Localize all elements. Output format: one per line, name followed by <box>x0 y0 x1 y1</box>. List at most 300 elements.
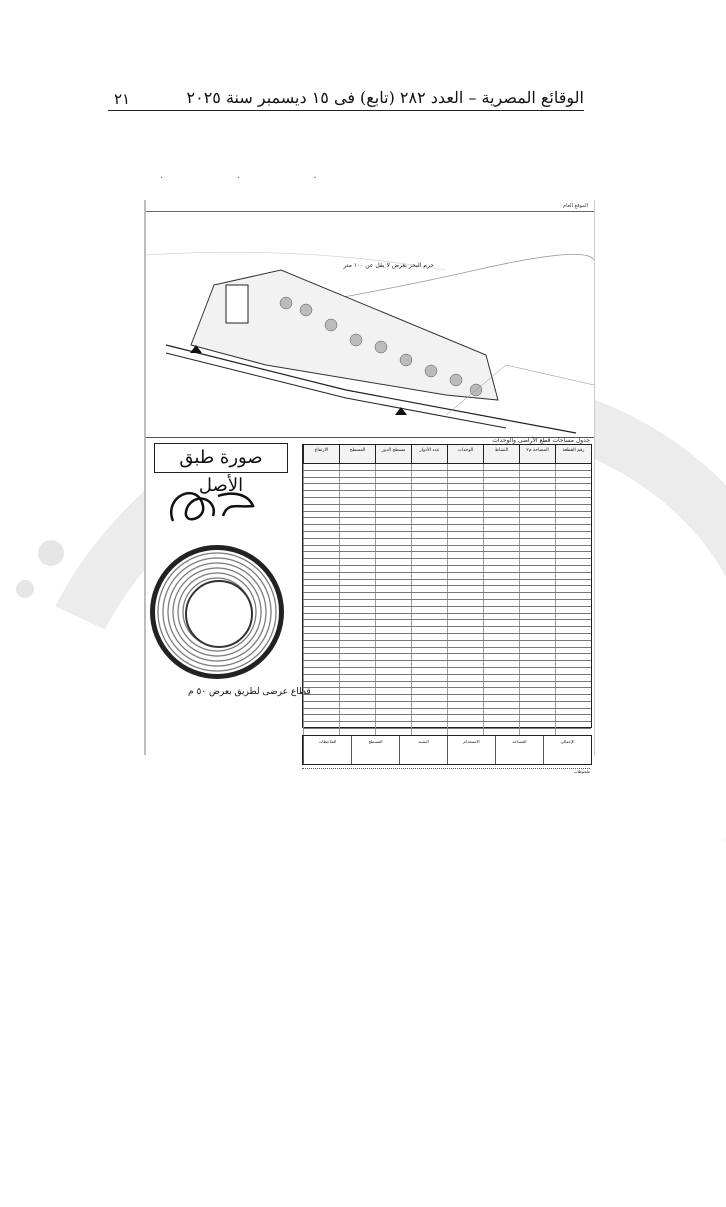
table-cell <box>375 600 411 606</box>
table-cell <box>375 654 411 660</box>
table-cell <box>519 593 555 599</box>
table-cell <box>447 518 483 524</box>
table-cell <box>519 546 555 552</box>
table-row <box>303 559 591 566</box>
page-header <box>108 82 584 111</box>
table-cell <box>519 709 555 715</box>
table-cell <box>555 648 591 654</box>
table-cell <box>303 491 339 497</box>
divider <box>146 211 594 212</box>
table-cell <box>303 505 339 511</box>
table-cell <box>483 607 519 613</box>
table-cell <box>411 702 447 708</box>
table-cell <box>375 518 411 524</box>
table-cell <box>303 668 339 674</box>
table-cell <box>519 484 555 490</box>
table-cell <box>375 627 411 633</box>
table-row <box>303 695 591 702</box>
table-cell <box>375 559 411 565</box>
table-cell <box>375 552 411 558</box>
table-cell <box>303 498 339 504</box>
table-cell <box>303 600 339 606</box>
table-cell <box>447 627 483 633</box>
table-cell <box>339 620 375 626</box>
table-cell <box>447 695 483 701</box>
table-cell <box>339 593 375 599</box>
table-header: رقم القطعة المساحة م٢ النشاط الوحدات عدد الأدوار مسطح الدور المسطح الارتفاع <box>303 445 591 464</box>
table-row <box>303 620 591 627</box>
table-cell <box>447 566 483 572</box>
table-cell <box>339 634 375 640</box>
table-cell <box>339 464 375 470</box>
table-cell <box>483 573 519 579</box>
table-row <box>303 505 591 512</box>
table-cell <box>375 484 411 490</box>
official-seal <box>150 545 284 679</box>
table-cell <box>339 682 375 688</box>
table-cell <box>555 464 591 470</box>
table-row <box>303 498 591 505</box>
table-cell <box>339 491 375 497</box>
table-cell <box>303 552 339 558</box>
table-cell <box>447 654 483 660</box>
table-cell <box>375 641 411 647</box>
table-cell <box>519 722 555 728</box>
table-cell <box>519 552 555 558</box>
table-cell <box>375 586 411 592</box>
table-cell <box>303 464 339 470</box>
table-cell <box>411 661 447 667</box>
table-cell <box>447 484 483 490</box>
table-cell <box>375 682 411 688</box>
table-row <box>303 478 591 485</box>
table-cell <box>411 675 447 681</box>
table-cell <box>519 641 555 647</box>
table-cell <box>447 682 483 688</box>
table-cell <box>339 627 375 633</box>
table-cell <box>303 709 339 715</box>
table-row <box>303 491 591 498</box>
table-cell <box>483 525 519 531</box>
table-row <box>303 709 591 716</box>
table-cell <box>303 695 339 701</box>
table-row <box>303 546 591 553</box>
table-cell <box>303 627 339 633</box>
scanned-document <box>144 200 595 774</box>
table-cell <box>447 614 483 620</box>
table-cell <box>519 491 555 497</box>
table-cell <box>447 573 483 579</box>
table-row <box>303 586 591 593</box>
table-cell <box>555 559 591 565</box>
table-cell <box>411 709 447 715</box>
table-cell <box>411 580 447 586</box>
table-cell <box>447 505 483 511</box>
table-cell <box>483 586 519 592</box>
table-row <box>303 682 591 689</box>
table-cell <box>555 498 591 504</box>
table-cell <box>303 586 339 592</box>
table-cell <box>483 580 519 586</box>
signature <box>158 476 268 536</box>
table-cell <box>411 607 447 613</box>
table-cell <box>555 546 591 552</box>
table-cell <box>447 620 483 626</box>
table-row <box>303 532 591 539</box>
table-cell <box>411 614 447 620</box>
table-cell <box>447 491 483 497</box>
table-cell <box>555 586 591 592</box>
table-cell <box>411 464 447 470</box>
table-cell <box>555 539 591 545</box>
table-cell <box>339 702 375 708</box>
table-cell <box>555 552 591 558</box>
table-cell <box>483 648 519 654</box>
table-cell <box>447 539 483 545</box>
table-cell <box>519 512 555 518</box>
site-location-label: الموقع العام <box>563 203 588 209</box>
table-row <box>303 702 591 709</box>
eagle-emblem <box>185 580 253 648</box>
table-row <box>303 654 591 661</box>
table-row <box>303 484 591 491</box>
table-cell <box>375 546 411 552</box>
table-cell <box>303 661 339 667</box>
table-cell <box>447 580 483 586</box>
table-cell <box>483 512 519 518</box>
table-cell <box>555 620 591 626</box>
table-cell <box>375 688 411 694</box>
table-cell <box>447 600 483 606</box>
table-cell <box>411 641 447 647</box>
table-row <box>303 593 591 600</box>
table-cell <box>519 559 555 565</box>
table-cell <box>447 478 483 484</box>
table-cell <box>447 722 483 728</box>
table-cell <box>447 532 483 538</box>
table-cell <box>483 634 519 640</box>
table-cell <box>447 675 483 681</box>
table-cell <box>519 661 555 667</box>
table-cell <box>339 484 375 490</box>
table-cell <box>303 518 339 524</box>
table-cell <box>375 593 411 599</box>
table-cell <box>375 478 411 484</box>
table-row <box>303 600 591 607</box>
table-cell <box>339 668 375 674</box>
table-cell <box>303 471 339 477</box>
table-cell <box>303 559 339 565</box>
table-cell <box>447 715 483 721</box>
table-cell <box>411 688 447 694</box>
table-cell <box>375 532 411 538</box>
table-cell <box>303 566 339 572</box>
table-row <box>303 648 591 655</box>
table-cell <box>303 593 339 599</box>
table-cell <box>303 539 339 545</box>
table-row <box>303 464 591 471</box>
table-row <box>303 722 591 729</box>
table-cell <box>519 471 555 477</box>
units-table-title: جدول مساحات قطع الأراضى والوحدات <box>492 437 590 444</box>
table-cell <box>555 634 591 640</box>
table-cell <box>483 614 519 620</box>
map-label: حرم البحر بعرض لا يقل عن ١٠٠ متر <box>343 262 434 269</box>
table-cell <box>519 668 555 674</box>
table-cell <box>483 505 519 511</box>
table-cell <box>411 586 447 592</box>
table-cell <box>411 634 447 640</box>
table-cell <box>519 464 555 470</box>
table-cell <box>555 688 591 694</box>
table-cell <box>375 709 411 715</box>
table-cell <box>339 580 375 586</box>
table-cell <box>447 702 483 708</box>
table-cell <box>447 607 483 613</box>
table-cell <box>483 593 519 599</box>
table-cell <box>447 634 483 640</box>
table-cell <box>375 675 411 681</box>
footnote: ملحوظات <box>302 768 590 777</box>
table-cell <box>483 566 519 572</box>
table-cell <box>483 484 519 490</box>
table-cell <box>339 586 375 592</box>
table-cell <box>303 620 339 626</box>
table-cell <box>375 695 411 701</box>
table-cell <box>447 586 483 592</box>
table-cell <box>339 688 375 694</box>
table-cell <box>375 491 411 497</box>
table-row <box>303 641 591 648</box>
table-cell <box>555 593 591 599</box>
table-cell <box>411 491 447 497</box>
table-cell <box>339 654 375 660</box>
table-cell <box>411 505 447 511</box>
table-cell <box>447 559 483 565</box>
table-cell <box>411 471 447 477</box>
table-cell <box>411 525 447 531</box>
table-cell <box>375 634 411 640</box>
table-cell <box>519 518 555 524</box>
table-cell <box>411 715 447 721</box>
table-cell <box>555 512 591 518</box>
summary-table: الإجمالى المساحة الاستخدام النسبة المسطح الملاحظات <box>302 735 592 765</box>
table-row <box>303 627 591 634</box>
table-cell <box>339 539 375 545</box>
table-cell <box>447 668 483 674</box>
table-cell <box>303 688 339 694</box>
table-cell <box>483 478 519 484</box>
table-cell <box>555 641 591 647</box>
table-cell <box>339 709 375 715</box>
road-section-label: قطاع عرضى لطريق بعرض ٥٠ م <box>188 687 311 697</box>
table-cell <box>411 478 447 484</box>
table-cell <box>519 614 555 620</box>
table-cell <box>411 620 447 626</box>
table-cell <box>483 661 519 667</box>
table-cell <box>375 512 411 518</box>
table-cell <box>555 614 591 620</box>
table-cell <box>555 471 591 477</box>
table-cell <box>339 525 375 531</box>
table-row <box>303 715 591 722</box>
table-cell <box>447 709 483 715</box>
table-cell <box>483 498 519 504</box>
table-cell <box>339 478 375 484</box>
table-cell <box>555 566 591 572</box>
table-row <box>303 675 591 682</box>
table-cell <box>411 668 447 674</box>
table-cell <box>519 620 555 626</box>
table-cell <box>555 722 591 728</box>
table-cell <box>555 484 591 490</box>
table-cell <box>375 620 411 626</box>
table-cell <box>303 722 339 728</box>
table-cell <box>519 566 555 572</box>
table-cell <box>303 715 339 721</box>
table-cell <box>375 580 411 586</box>
table-cell <box>411 512 447 518</box>
table-cell <box>375 525 411 531</box>
table-cell <box>303 525 339 531</box>
table-cell <box>555 715 591 721</box>
table-cell <box>303 512 339 518</box>
table-cell <box>483 600 519 606</box>
table-cell <box>483 722 519 728</box>
table-cell <box>339 675 375 681</box>
table-row <box>303 525 591 532</box>
table-cell <box>411 539 447 545</box>
table-cell <box>375 614 411 620</box>
table-cell <box>447 525 483 531</box>
table-cell <box>519 505 555 511</box>
table-cell <box>483 682 519 688</box>
table-cell <box>519 586 555 592</box>
table-cell <box>375 566 411 572</box>
table-cell <box>483 552 519 558</box>
table-cell <box>375 729 411 735</box>
table-cell <box>483 688 519 694</box>
table-cell <box>339 552 375 558</box>
table-cell <box>519 607 555 613</box>
table-cell <box>411 627 447 633</box>
table-cell <box>555 668 591 674</box>
table-cell <box>555 573 591 579</box>
table-cell <box>447 661 483 667</box>
table-cell <box>411 600 447 606</box>
table-cell <box>303 682 339 688</box>
table-cell <box>519 498 555 504</box>
table-cell <box>339 648 375 654</box>
table-cell <box>411 648 447 654</box>
table-cell <box>411 546 447 552</box>
table-cell <box>519 688 555 694</box>
table-cell <box>483 702 519 708</box>
table-cell <box>411 695 447 701</box>
table-cell <box>411 722 447 728</box>
table-cell <box>375 464 411 470</box>
table-row <box>303 566 591 573</box>
table-cell <box>519 627 555 633</box>
table-cell <box>519 715 555 721</box>
table-cell <box>483 518 519 524</box>
table-cell <box>555 702 591 708</box>
page-number: ٢١ <box>114 90 131 108</box>
table-cell <box>447 729 483 735</box>
table-cell <box>375 661 411 667</box>
table-cell <box>339 607 375 613</box>
table-cell <box>519 573 555 579</box>
table-cell <box>411 518 447 524</box>
table-row <box>303 661 591 668</box>
table-cell <box>555 491 591 497</box>
table-cell <box>447 498 483 504</box>
table-cell <box>303 654 339 660</box>
table-cell <box>339 715 375 721</box>
table-cell <box>483 654 519 660</box>
table-cell <box>303 546 339 552</box>
table-row <box>303 634 591 641</box>
certification-stamp: صورة طبق الأصل <box>154 443 288 473</box>
table-cell <box>555 607 591 613</box>
table-cell <box>447 648 483 654</box>
watermark-dot <box>16 580 34 598</box>
table-cell <box>375 471 411 477</box>
table-cell <box>483 532 519 538</box>
table-cell <box>339 722 375 728</box>
table-cell <box>447 512 483 518</box>
table-cell <box>519 580 555 586</box>
table-cell <box>303 573 339 579</box>
table-cell <box>303 478 339 484</box>
site-map <box>146 215 594 438</box>
table-cell <box>555 627 591 633</box>
table-cell <box>303 532 339 538</box>
table-cell <box>519 478 555 484</box>
table-cell <box>483 709 519 715</box>
table-cell <box>411 682 447 688</box>
table-row <box>303 668 591 675</box>
table-cell <box>339 518 375 524</box>
table-cell <box>483 471 519 477</box>
table-cell <box>411 573 447 579</box>
table-cell <box>483 627 519 633</box>
table-cell <box>555 518 591 524</box>
table-cell <box>555 682 591 688</box>
table-cell <box>555 695 591 701</box>
table-cell <box>519 525 555 531</box>
table-cell <box>375 668 411 674</box>
table-row <box>303 580 591 587</box>
table-cell <box>339 505 375 511</box>
table-cell <box>303 607 339 613</box>
table-cell <box>555 729 591 735</box>
table-cell <box>519 532 555 538</box>
table-cell <box>339 546 375 552</box>
table-cell <box>447 593 483 599</box>
page-title: الوقائع المصرية – العدد ٢٨٢ (تابع) فى ١٥ ديسمبر سنة ٢٠٢٥ <box>186 88 584 107</box>
table-cell <box>303 580 339 586</box>
scan-marks: . . . <box>160 170 333 181</box>
table-cell <box>519 634 555 640</box>
table-cell <box>519 600 555 606</box>
table-cell <box>339 641 375 647</box>
table-cell <box>339 695 375 701</box>
table-row <box>303 539 591 546</box>
table-cell <box>483 641 519 647</box>
table-cell <box>447 552 483 558</box>
table-cell <box>375 648 411 654</box>
